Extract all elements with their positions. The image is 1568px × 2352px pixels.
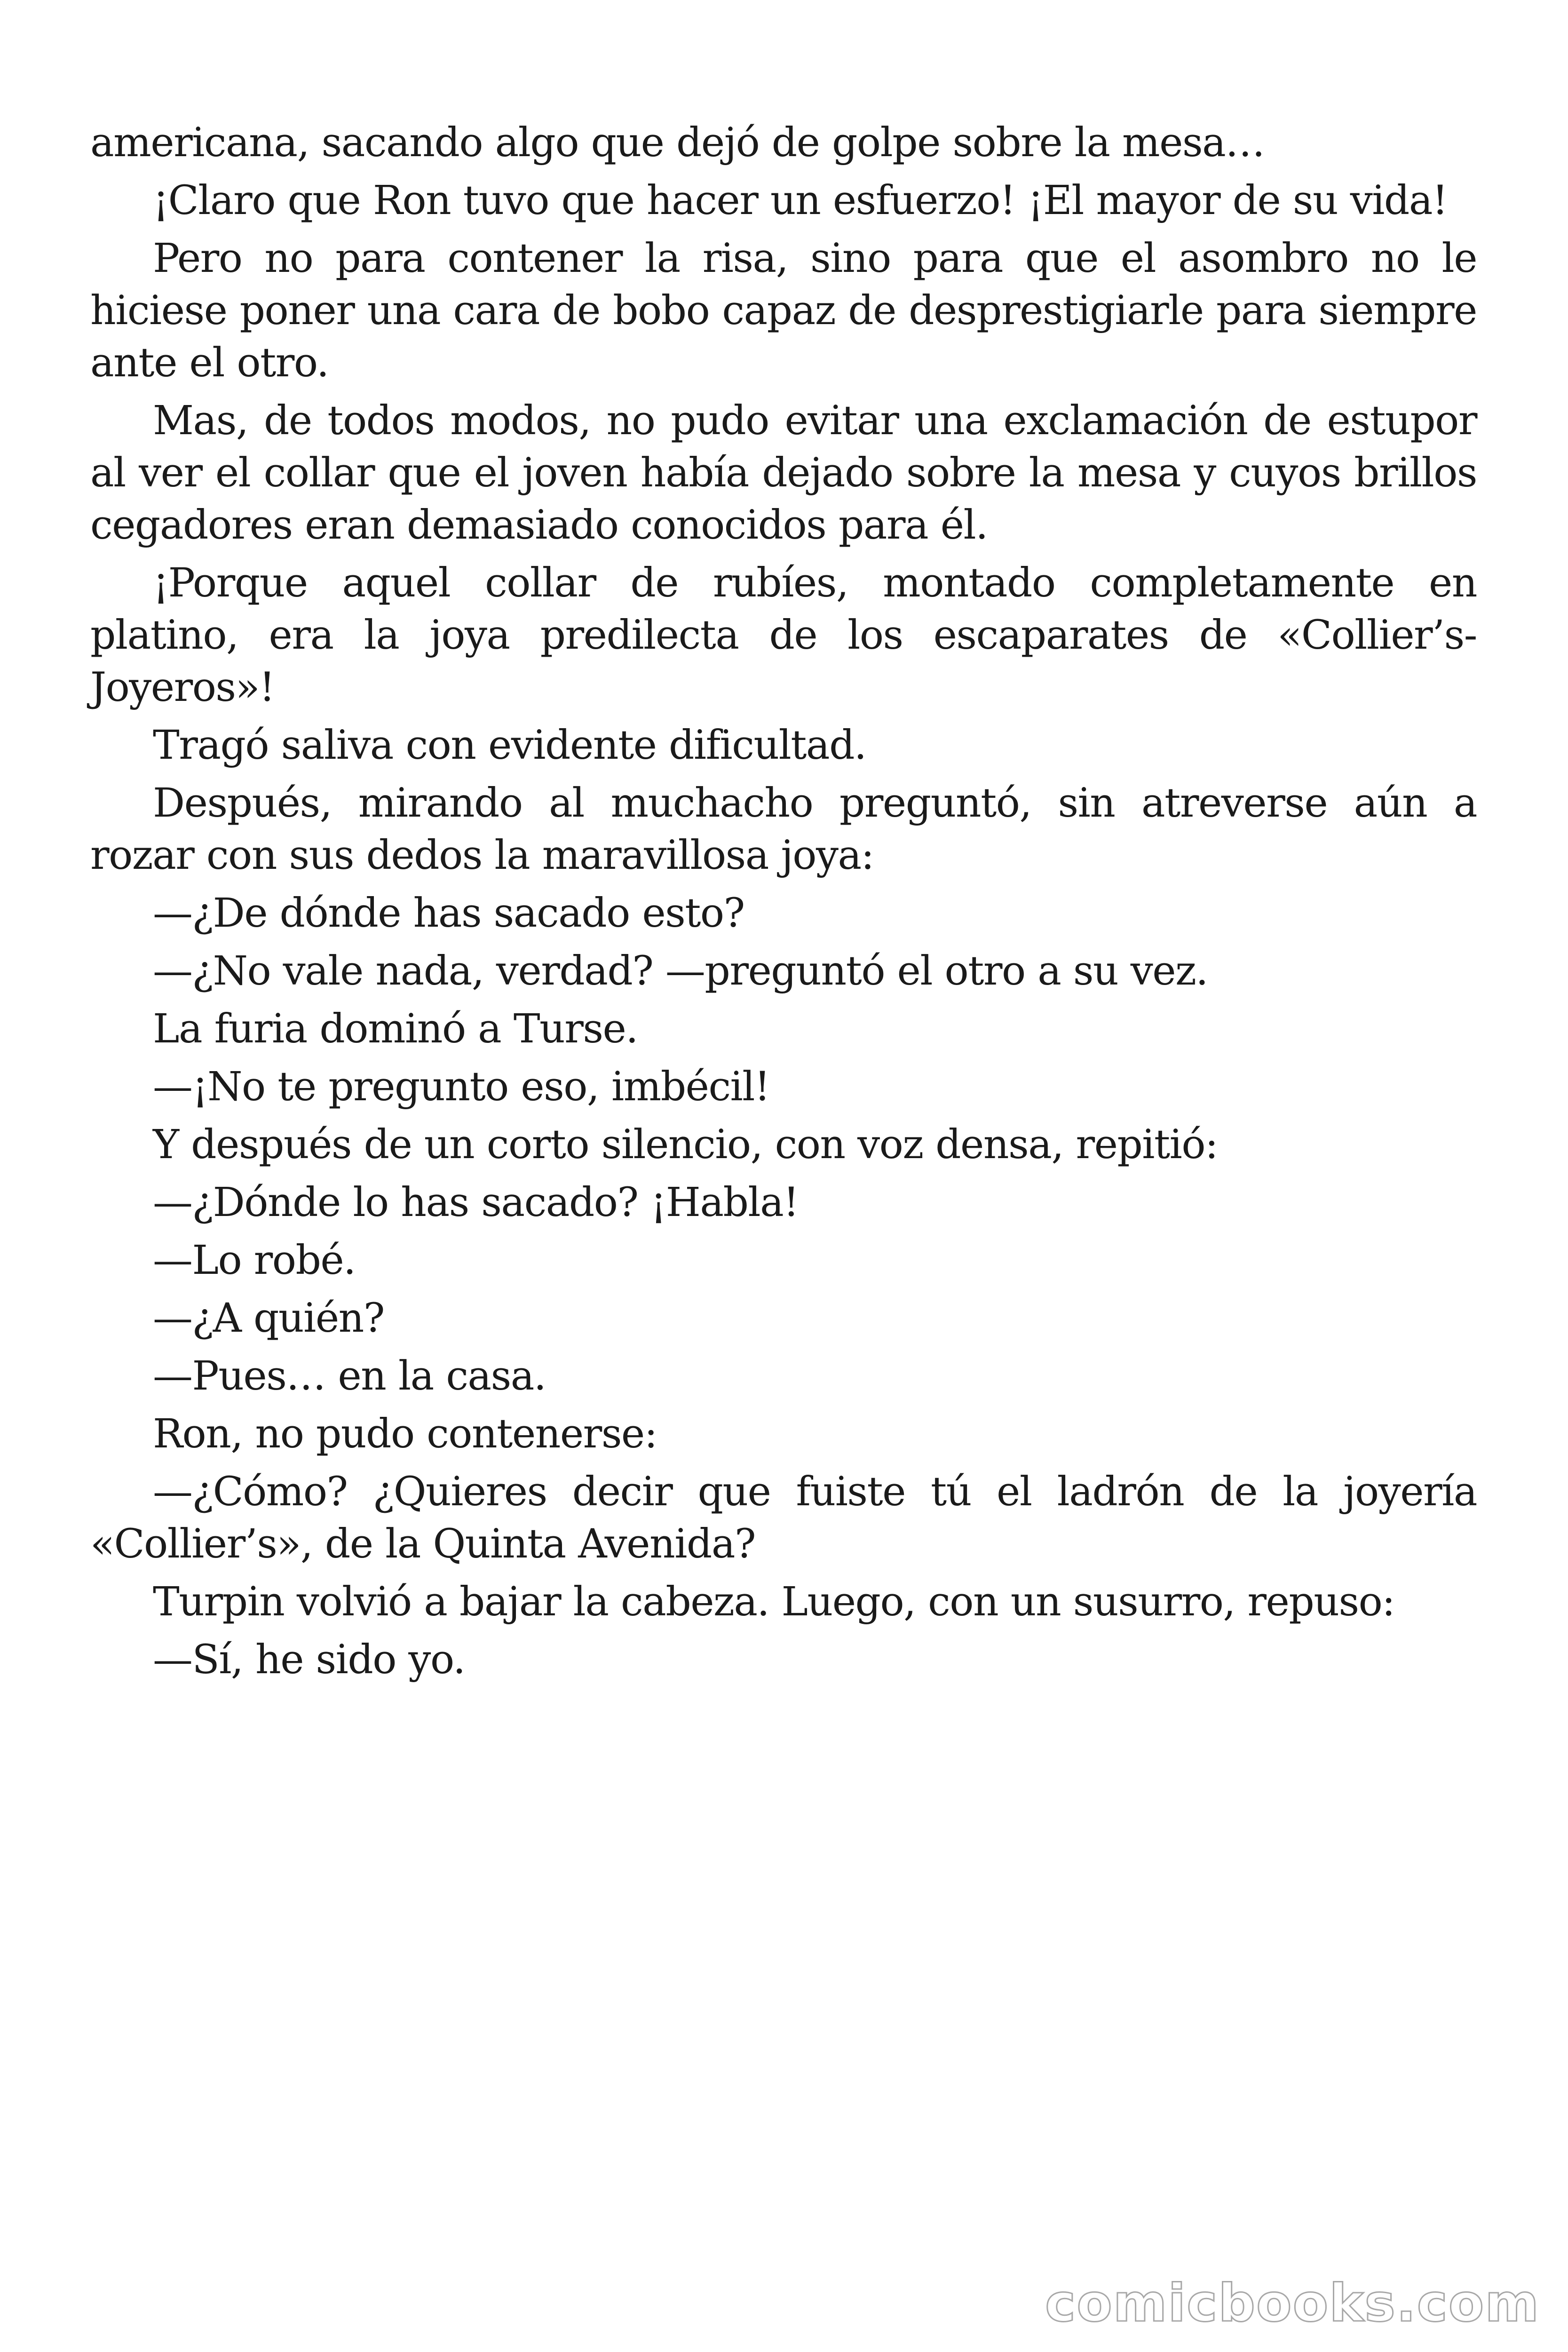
paragraph: Ron, no pudo contenerse: — [153, 1411, 657, 1457]
paragraph: Tragó saliva con evidente dificultad. — [153, 722, 866, 769]
paragraph: ¡Porque aquel collar de rubíes, montado completamente en platino, era la joya predilecta de los escaparates de «Collier’s-Joyeros»! — [90, 560, 1477, 711]
paragraph: Mas, de todos modos, no pudo evitar una exclamación de estupor al ver el collar que el joven había dejado sobre la mesa y cuyos brillos cegadores eran demasiado conocidos para él. — [90, 397, 1477, 548]
paragraph: ¡Claro que Ron tuvo que hacer un esfuerzo! ¡El mayor de su vida! — [153, 177, 1448, 224]
dialogue-line: —¿Cómo? ¿Quieres decir que fuiste tú el ladrón de la joyería «Collier’s», de la Quinta Avenida? — [90, 1469, 1477, 1567]
paragraph: Pero no para contener la risa, sino para que el asombro no le hiciese poner una cara de bobo capaz de desprestigiarle para siempre ante el otro. — [90, 235, 1477, 386]
site-watermark: comicbooks.com — [1045, 2273, 1540, 2333]
dialogue-line: —¿Dónde lo has sacado? ¡Habla! — [153, 1179, 799, 1226]
paragraph: Después, mirando al muchacho preguntó, sin atreverse aún a rozar con sus dedos la maravillosa joya: — [90, 780, 1477, 879]
dialogue-line: —¿A quién? — [153, 1295, 384, 1342]
paragraph: La furia dominó a Turse. — [153, 1006, 638, 1052]
dialogue-line: —¿De dónde has sacado esto? — [153, 890, 744, 937]
paragraph: Y después de un corto silencio, con voz densa, repitió: — [153, 1121, 1218, 1168]
dialogue-line: —¡No te pregunto eso, imbécil! — [153, 1064, 770, 1110]
dialogue-line: —¿No vale nada, verdad? —preguntó el otro a su vez. — [153, 948, 1208, 994]
page-body-text — [90, 117, 1477, 1692]
paragraph: Turpin volvió a bajar la cabeza. Luego, con un susurro, repuso: — [153, 1579, 1395, 1625]
dialogue-line: —Pues… en la casa. — [153, 1353, 546, 1399]
dialogue-line: —Lo robé. — [153, 1237, 356, 1284]
dialogue-line: —Sí, he sido yo. — [153, 1637, 465, 1683]
paragraph: americana, sacando algo que dejó de golpe sobre la mesa… — [90, 119, 1265, 166]
